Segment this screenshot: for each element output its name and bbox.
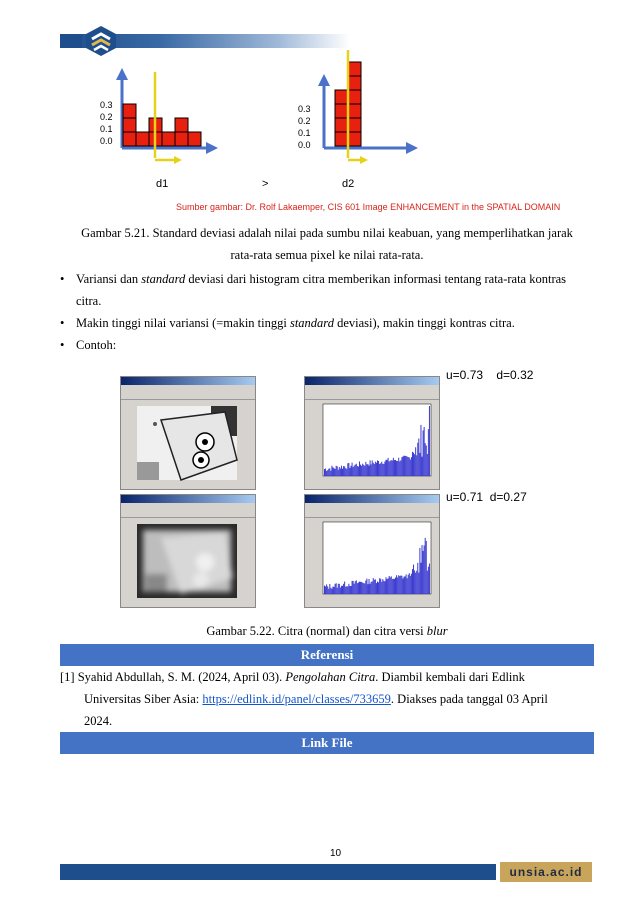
histogram-bar [415, 573, 416, 594]
histogram-bar [414, 454, 415, 476]
histogram-bar [399, 461, 400, 476]
bullet-text-continued: citra. [76, 294, 102, 308]
window-titlebar [121, 495, 255, 503]
histogram-bar [411, 457, 412, 476]
label-d2: d2 [342, 178, 355, 190]
histogram-bar [395, 460, 396, 476]
histogram-bar [373, 463, 374, 476]
histogram-bar [426, 541, 427, 594]
histogram-bar [418, 438, 419, 476]
histogram-bar [416, 571, 417, 594]
histogram-bar [420, 425, 421, 476]
reference-text: . Diakses pada tanggal 03 April [390, 692, 548, 706]
histogram-bar [372, 460, 373, 476]
histogram-bar [340, 468, 341, 476]
histogram-bar [379, 464, 380, 476]
page-number: 10 [330, 848, 342, 859]
histogram-bar [331, 589, 332, 594]
histogram-bar [411, 574, 412, 594]
caption-5-22-emphasis: blur [426, 624, 448, 638]
histogram-bar [398, 458, 399, 476]
histogram-bar [378, 461, 379, 476]
histogram-bar [361, 582, 362, 594]
image-normal [121, 400, 253, 488]
histogram-bar [349, 468, 350, 476]
histogram-bar [338, 584, 339, 594]
histogram-bar [346, 586, 347, 594]
histogram-bar [406, 456, 407, 476]
bullet-text: Contoh: [76, 338, 117, 352]
bullet-list [60, 268, 594, 356]
histogram-bar [387, 460, 388, 476]
histogram-bar [328, 589, 329, 594]
histogram-bar [331, 466, 332, 476]
histogram-bar [396, 461, 397, 476]
histogram-bar [344, 581, 345, 594]
histogram-bar [325, 586, 326, 594]
histogram-bar [374, 580, 375, 594]
histogram-bar [337, 588, 338, 594]
histogram-bar [376, 583, 377, 594]
reference-text: . Diambil kembali dari Edlink [375, 670, 525, 684]
unsia-logo-icon [84, 24, 118, 58]
histogram-bar [429, 406, 430, 476]
histogram-bar [407, 457, 408, 476]
histogram-bar [390, 577, 391, 594]
histogram-bar [339, 584, 340, 594]
footer-bar [60, 864, 496, 880]
histogram-bar [404, 456, 405, 476]
bullet-emphasis: standard [141, 272, 186, 286]
histogram-bar [409, 457, 410, 476]
window-titlebar [305, 495, 439, 503]
left-tick-2: 0.1 [100, 124, 113, 134]
histogram-bar [385, 577, 386, 594]
histogram-bar [338, 470, 339, 476]
histogram-bar [399, 576, 400, 594]
histogram-bar [408, 457, 409, 476]
histogram-bar [391, 576, 392, 594]
image-blur [121, 518, 253, 606]
window-titlebar [305, 377, 439, 385]
histogram-bar [362, 464, 363, 476]
histogram-bar [353, 581, 354, 594]
histogram-bar [360, 465, 361, 476]
histogram-bar [326, 584, 327, 594]
histogram-bar [365, 462, 366, 476]
histogram-bar [401, 457, 402, 476]
histogram-bar [344, 466, 345, 476]
histogram-bar [413, 453, 414, 476]
histogram-bar [332, 586, 333, 594]
histogram-bar [392, 579, 393, 594]
histogram-bar [388, 578, 389, 594]
histogram-bar [367, 464, 368, 476]
bullet-dot: • [60, 272, 65, 286]
histogram-bar [343, 466, 344, 476]
histogram-bar [359, 582, 360, 594]
window-histogram-blur [304, 494, 440, 608]
bullet-item-makin-tinggi [60, 312, 594, 334]
histogram-bar [360, 582, 361, 594]
bullet-text: Makin tinggi nilai variansi (=makin tinggi [76, 316, 290, 330]
histogram-bar [427, 571, 428, 594]
reference-title: Pengolahan Citra [285, 670, 376, 684]
histogram-bar [424, 427, 425, 476]
bullet-dot: • [60, 338, 65, 352]
histogram-bar [409, 573, 410, 594]
histogram-bar [417, 563, 418, 594]
histogram-bar [384, 462, 385, 476]
window-titlebar [121, 377, 255, 385]
histogram-bar [371, 464, 372, 476]
histogram-bar [396, 575, 397, 594]
histogram-bar [389, 462, 390, 476]
histogram-bar [407, 578, 408, 594]
histogram-bar [370, 584, 371, 594]
histogram-bar [369, 579, 370, 594]
histogram-bar [334, 468, 335, 476]
histogram-bar [367, 584, 368, 594]
histogram-bar [341, 586, 342, 594]
histogram-bar [414, 570, 415, 594]
histogram-bar [428, 429, 429, 476]
histogram-bar [349, 586, 350, 594]
reference-line-2 [60, 688, 594, 710]
histogram-normal [305, 400, 437, 488]
histogram-bar [382, 464, 383, 476]
histogram-bar [406, 574, 407, 594]
histogram-bar [346, 469, 347, 476]
histogram-bar [425, 443, 426, 476]
histogram-bar [402, 456, 403, 476]
histogram-bar [348, 584, 349, 594]
histogram-bar [427, 454, 428, 476]
histogram-bar [357, 583, 358, 594]
histogram-bar [347, 463, 348, 476]
histogram-bar [381, 582, 382, 594]
histogram-bar [351, 586, 352, 594]
histogram-bar [359, 461, 360, 476]
histogram-bar [400, 576, 401, 594]
histogram-bar [384, 581, 385, 594]
referensi-header: Referensi [60, 644, 594, 666]
histogram-bar [417, 443, 418, 476]
histogram-bar [408, 575, 409, 594]
reference-line-3: 2024. [84, 714, 113, 728]
histogram-d1 [112, 62, 222, 166]
histogram-bar [393, 579, 394, 594]
histogram-bar [345, 468, 346, 476]
label-greater-than: > [262, 178, 269, 190]
histogram-bar [330, 471, 331, 476]
histogram-bar [372, 581, 373, 594]
histogram-bar [394, 460, 395, 476]
histogram-bar [395, 578, 396, 594]
histogram-bar [356, 464, 357, 476]
histogram-bar [428, 567, 429, 594]
histogram-bar [324, 469, 325, 476]
histogram-bar [378, 582, 379, 594]
reference-text: Universitas Siber Asia: [84, 692, 203, 706]
histogram-bar [413, 565, 414, 594]
histogram-bar [389, 576, 390, 594]
window-toolbar [121, 391, 255, 400]
window-toolbar [121, 509, 255, 518]
reference-link[interactable]: https://edlink.id/panel/classes/733659 [202, 692, 391, 706]
histogram-bar [335, 469, 336, 476]
histogram-bar [379, 578, 380, 594]
histogram-bar [418, 573, 419, 594]
histogram-bar [334, 587, 335, 594]
histogram-bar [351, 466, 352, 476]
reference-entry-1 [60, 666, 594, 732]
histogram-bar [392, 460, 393, 476]
histogram-bar [357, 466, 358, 476]
histogram-bar [343, 584, 344, 594]
histogram-bar [397, 461, 398, 476]
histogram-bar [342, 469, 343, 476]
window-histogram-normal [304, 376, 440, 490]
histogram-bar [364, 466, 365, 476]
histogram-bar [342, 586, 343, 594]
histogram-bar [412, 452, 413, 476]
histogram-bar [405, 456, 406, 476]
figure-source: Sumber gambar: Dr. Rolf Lakaemper, CIS 601 Image ENHANCEMENT in the SPATIAL DOMAIN [176, 202, 561, 212]
histogram-bar [340, 588, 341, 594]
histogram-bar [341, 466, 342, 476]
bullet-text: Variansi dan [76, 272, 142, 286]
left-tick-0: 0.3 [100, 100, 113, 110]
histogram-bar [365, 580, 366, 594]
histogram-bar [348, 463, 349, 476]
histogram-bar [336, 583, 337, 594]
histogram-bar [332, 467, 333, 476]
right-tick-3: 0.0 [298, 140, 311, 150]
histogram-bar [422, 457, 423, 476]
histogram-bar [329, 468, 330, 476]
window-image-normal [120, 376, 256, 490]
histogram-bar [393, 458, 394, 476]
histogram-bar [354, 584, 355, 594]
histogram-bar [366, 464, 367, 476]
caption-5-21-line2: rata-rata semua pixel ke nilai rata-rata. [230, 248, 424, 262]
histogram-bar [373, 578, 374, 594]
bullet-text: deviasi), makin tinggi kontras citra. [333, 316, 515, 330]
histogram-bar [354, 466, 355, 476]
histogram-bar [388, 458, 389, 476]
label-d1: d1 [156, 178, 169, 190]
histogram-bar [424, 545, 425, 594]
histogram-bar [425, 538, 426, 594]
histogram-bar [383, 464, 384, 476]
histogram-bar [366, 579, 367, 594]
histogram-bar [415, 447, 416, 476]
reference-line-1 [60, 666, 594, 688]
histogram-bar [400, 460, 401, 476]
histogram-bar [404, 577, 405, 594]
histogram-bar [375, 579, 376, 594]
histogram-bar [374, 464, 375, 476]
histogram-bar [377, 460, 378, 476]
bullet-item-contoh [60, 334, 594, 356]
histogram-bar [410, 576, 411, 594]
bullet-text: deviasi dari histogram citra memberikan informasi tentang rata-rata kontras [185, 272, 567, 286]
histogram-bar [387, 579, 388, 594]
histogram-bar [423, 430, 424, 476]
window-toolbar [305, 509, 439, 518]
bullet-dot: • [60, 316, 65, 330]
histogram-bar [345, 587, 346, 594]
histogram-bar [419, 453, 420, 476]
histogram-bar [380, 463, 381, 476]
histogram-bar [394, 579, 395, 594]
window-toolbar [305, 391, 439, 400]
histogram-bar [380, 579, 381, 594]
stat-normal: u=0.73 d=0.32 [446, 368, 534, 382]
bullet-item-variansi [60, 268, 594, 312]
histogram-bar [337, 466, 338, 476]
histogram-bar [369, 466, 370, 476]
histogram-bar [383, 581, 384, 594]
histogram-bar [347, 586, 348, 594]
caption-5-21 [60, 222, 594, 266]
histogram-bar [364, 583, 365, 594]
histogram-bar [376, 463, 377, 476]
histogram-bar [363, 465, 364, 476]
histogram-bar [324, 586, 325, 594]
left-tick-1: 0.2 [100, 112, 113, 122]
histogram-bar [429, 563, 430, 594]
histogram-bar [371, 582, 372, 594]
histogram-bar [363, 583, 364, 594]
histogram-bar [326, 471, 327, 476]
header-square [60, 34, 82, 48]
histogram-bar [390, 461, 391, 476]
histogram-bar [361, 466, 362, 476]
histogram-bar [410, 460, 411, 476]
histogram-bar [398, 575, 399, 594]
histogram-bar [416, 455, 417, 476]
footer-site-tag: unsia.ac.id [500, 862, 592, 882]
histogram-bar [358, 582, 359, 594]
right-tick-2: 0.1 [298, 128, 311, 138]
histogram-bar [382, 579, 383, 594]
histogram-bar [422, 545, 423, 594]
histogram-bar [426, 445, 427, 476]
histogram-bar [339, 467, 340, 476]
right-tick-1: 0.2 [298, 116, 311, 126]
reference-text: [1] Syahid Abdullah, S. M. (2024, April 03). [60, 670, 286, 684]
histogram-bar [362, 583, 363, 594]
histogram-bar [375, 462, 376, 476]
histogram-bar [391, 460, 392, 476]
histogram-bar [370, 460, 371, 476]
link-file-header: Link File [60, 732, 594, 754]
histogram-bar [423, 551, 424, 594]
histogram-bar [412, 569, 413, 594]
histogram-bar [356, 580, 357, 594]
histogram-bar [401, 576, 402, 594]
histogram-bar [329, 584, 330, 594]
right-tick-0: 0.3 [298, 104, 311, 114]
histogram-blur [305, 518, 437, 606]
histogram-d2 [310, 50, 420, 166]
histogram-bar [385, 460, 386, 476]
caption-5-21-line1: Gambar 5.21. Standard deviasi adalah nilai pada sumbu nilai keabuan, yang memperlihatkan jarak [81, 226, 573, 240]
histogram-bar [377, 582, 378, 594]
histogram-bar [352, 581, 353, 594]
histogram-bar [402, 579, 403, 594]
caption-5-22 [60, 620, 594, 642]
histogram-bar [325, 468, 326, 476]
histogram-bar [405, 576, 406, 594]
histogram-bar [419, 548, 420, 594]
histogram-bar [336, 466, 337, 476]
window-image-blur [120, 494, 256, 608]
histogram-bar [330, 588, 331, 594]
stat-blur: u=0.71 d=0.27 [446, 490, 527, 504]
histogram-bar [420, 563, 421, 594]
histogram-bar [352, 463, 353, 476]
histogram-bar [397, 577, 398, 594]
histogram-bar [355, 581, 356, 594]
histogram-bar [358, 466, 359, 476]
histogram-bar [327, 470, 328, 476]
bullet-emphasis: standard [289, 316, 334, 330]
left-tick-3: 0.0 [100, 136, 113, 146]
histogram-bar [355, 465, 356, 476]
histogram-bar [327, 586, 328, 594]
histogram-bar [328, 469, 329, 476]
caption-5-22-text: Gambar 5.22. Citra (normal) dan citra versi [206, 624, 427, 638]
histogram-bar [353, 467, 354, 476]
histogram-bar [381, 462, 382, 476]
histogram-bar [335, 584, 336, 594]
